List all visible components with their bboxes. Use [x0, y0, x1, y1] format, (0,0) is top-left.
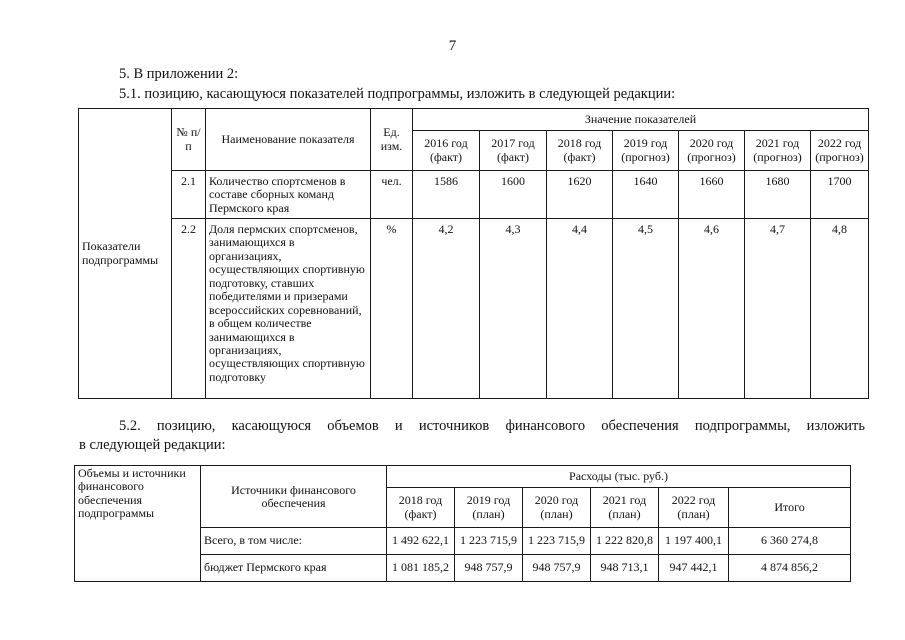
row-number: 2.2: [172, 219, 206, 399]
expense-value: 948 757,9: [455, 555, 523, 582]
year-header: 2022 год (прогноз): [811, 131, 869, 171]
col-name-header: Наименование показателя: [206, 109, 371, 171]
expense-total: 6 360 274,8: [729, 528, 851, 555]
indicator-unit: %: [371, 219, 413, 399]
col-source-header: Источники финансового обеспечения: [201, 466, 387, 528]
indicator-value: 4,3: [480, 219, 547, 399]
year-header: 2019 год (прогноз): [613, 131, 679, 171]
expenses-header: Расходы (тыс. руб.): [387, 466, 851, 488]
col-unit-header: Ед. изм.: [371, 109, 413, 171]
source-name: Всего, в том числе:: [201, 528, 387, 555]
indicator-name: Количество спортсменов в составе сборных команд Пермского края: [206, 171, 371, 219]
year-header: 2016 год (факт): [413, 131, 480, 171]
paragraph-word: источников: [418, 418, 490, 434]
indicator-value: 4,6: [679, 219, 745, 399]
year-header: 2018 год (факт): [547, 131, 613, 171]
page-number: 7: [448, 38, 457, 54]
paragraph-word: позицию,: [156, 418, 216, 434]
paragraph-5-2: [119, 418, 865, 435]
table-row: [79, 219, 869, 399]
paragraph-word: и: [394, 418, 403, 434]
paragraph-word: финансового: [505, 418, 586, 434]
expense-value: 1 223 715,9: [455, 528, 523, 555]
financing-row-label: Объемы и источники финансового обеспечения подпрограммы: [75, 466, 201, 582]
expense-value: 1 223 715,9: [523, 528, 591, 555]
paragraph-word: объемов: [327, 418, 379, 434]
table-row: [79, 171, 869, 219]
values-header: Значение показателей: [413, 109, 869, 131]
financing-table: [74, 465, 851, 582]
expense-value: 948 757,9: [523, 555, 591, 582]
year-header: 2020 год (план): [523, 488, 591, 528]
indicator-value: 1640: [613, 171, 679, 219]
year-header: 2021 год (план): [591, 488, 659, 528]
expense-value: 1 197 400,1: [659, 528, 729, 555]
paragraph-word: изложить: [806, 418, 865, 434]
col-number-header: № п/п: [172, 109, 206, 171]
expense-value: 1 492 622,1: [387, 528, 455, 555]
indicator-value: 4,8: [811, 219, 869, 399]
paragraph-word: касающуюся: [231, 418, 312, 434]
indicator-value: 1600: [480, 171, 547, 219]
paragraph-word: подпрограммы,: [694, 418, 791, 434]
indicator-value: 1660: [679, 171, 745, 219]
indicator-value: 4,7: [745, 219, 811, 399]
indicators-row-label: Показатели подпрограммы: [79, 109, 172, 399]
year-header: 2021 год (прогноз): [745, 131, 811, 171]
indicator-value: 1680: [745, 171, 811, 219]
expense-value: 947 442,1: [659, 555, 729, 582]
year-header: 2018 год (факт): [387, 488, 455, 528]
indicator-value: 1586: [413, 171, 480, 219]
year-header: 2019 год (план): [455, 488, 523, 528]
row-number: 2.1: [172, 171, 206, 219]
indicators-table: [78, 108, 869, 399]
paragraph-word: 5.2.: [119, 418, 141, 434]
col-total-header: Итого: [729, 488, 851, 528]
indicator-value: 4,4: [547, 219, 613, 399]
expense-value: 1 081 185,2: [387, 555, 455, 582]
indicator-value: 1620: [547, 171, 613, 219]
expense-total: 4 874 856,2: [729, 555, 851, 582]
indicator-value: 4,2: [413, 219, 480, 399]
paragraph-5-1: 5.1. позицию, касающуюся показателей подпрограммы, изложить в следующей редакции:: [119, 86, 676, 102]
expense-value: 1 222 820,8: [591, 528, 659, 555]
paragraph-5: 5. В приложении 2:: [119, 66, 239, 82]
paragraph-5-2-continuation: в следующей редакции:: [79, 437, 226, 453]
paragraph-word: обеспечения: [601, 418, 679, 434]
indicator-name: Доля пермских спортсменов, занимающихся в организациях, осуществляющих спортивную подготовку, ставших победителями и призерами всероссийских соревнований, в общем количестве занимающихся в организациях, осуществляющих спортивную подготовку: [206, 219, 371, 399]
year-header: 2020 год (прогноз): [679, 131, 745, 171]
indicator-unit: чел.: [371, 171, 413, 219]
year-header: 2022 год (план): [659, 488, 729, 528]
indicator-value: 4,5: [613, 219, 679, 399]
indicator-value: 1700: [811, 171, 869, 219]
year-header: 2017 год (факт): [480, 131, 547, 171]
source-name: бюджет Пермского края: [201, 555, 387, 582]
expense-value: 948 713,1: [591, 555, 659, 582]
